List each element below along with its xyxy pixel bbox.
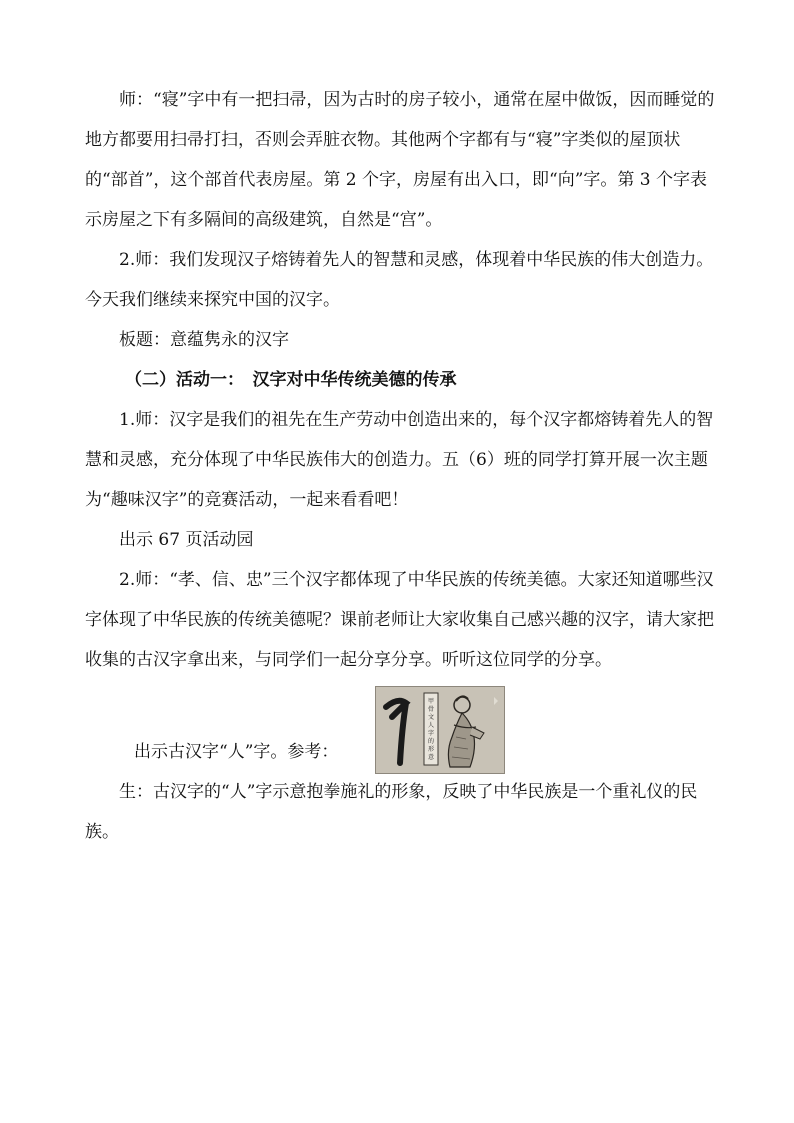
svg-text:字: 字 [428, 730, 435, 737]
paragraph-activity-teacher-2: 2.师：“孝、信、忠”三个汉字都体现了中华民族的传统美德。大家还知道哪些汉字体现了中华民族的传统美德呢？课前老师让大家收集自己感兴趣的汉字，请大家把收集的古汉字拿出来，与同学们一起分享分享。听听这位同学的分享。 [85, 570, 714, 670]
paragraph-student-answer: 生：古汉字的“人”字示意抱拳施礼的形象，反映了中华民族是一个重礼仪的民族。 [85, 782, 698, 842]
oracle-bone-ren-image [375, 686, 505, 774]
oracle-bone-ren-illustration [376, 687, 504, 773]
paragraph-teacher-qin: 师：“寝”字中有一把扫帚，因为古时的房子较小，通常在屋中做饭，因而睡觉的地方都要用扫帚打扫，否则会弄脏衣物。其他两个字都有与“寝”字类似的屋顶状的“部首”，这个部首代表房屋。第 2 个字，房屋有出入口，即“向”字。第 3 个字表示房屋之下有多隔间的高级建筑，自然是“宫”。 [85, 90, 715, 230]
paragraph-teacher-2: 2.师：我们发现汉子熔铸着先人的智慧和灵感，体现着中华民族的伟大创造力。今天我们继续来探究中国的汉字。 [85, 250, 714, 310]
svg-text:的: 的 [428, 738, 435, 745]
figure-row [85, 680, 715, 772]
svg-text:意: 意 [428, 754, 435, 761]
figure-caption: 出示古汉字“人”字。参考： [134, 742, 339, 762]
svg-text:人: 人 [428, 722, 435, 729]
svg-text:甲: 甲 [428, 698, 435, 705]
paragraph-board-title: 板题：意蕴隽永的汉字 [119, 330, 289, 350]
svg-text:文: 文 [428, 714, 435, 721]
svg-text:形: 形 [428, 746, 435, 753]
svg-text:骨: 骨 [428, 706, 435, 713]
document-body [85, 80, 715, 852]
paragraph-activity-teacher-1: 1.师：汉字是我们的祖先在生产劳动中创造出来的，每个汉字都熔铸着先人的智慧和灵感，充分体现了中华民族伟大的创造力。五（6）班的同学打算开展一次主题为“趣味汉字”的竞赛活动，一起来看看吧！ [85, 410, 714, 510]
section-heading-activity-1: （二）活动一： 汉字对中华传统美德的传承 [125, 370, 457, 390]
paragraph-show-page: 出示 67 页活动园 [119, 530, 254, 550]
